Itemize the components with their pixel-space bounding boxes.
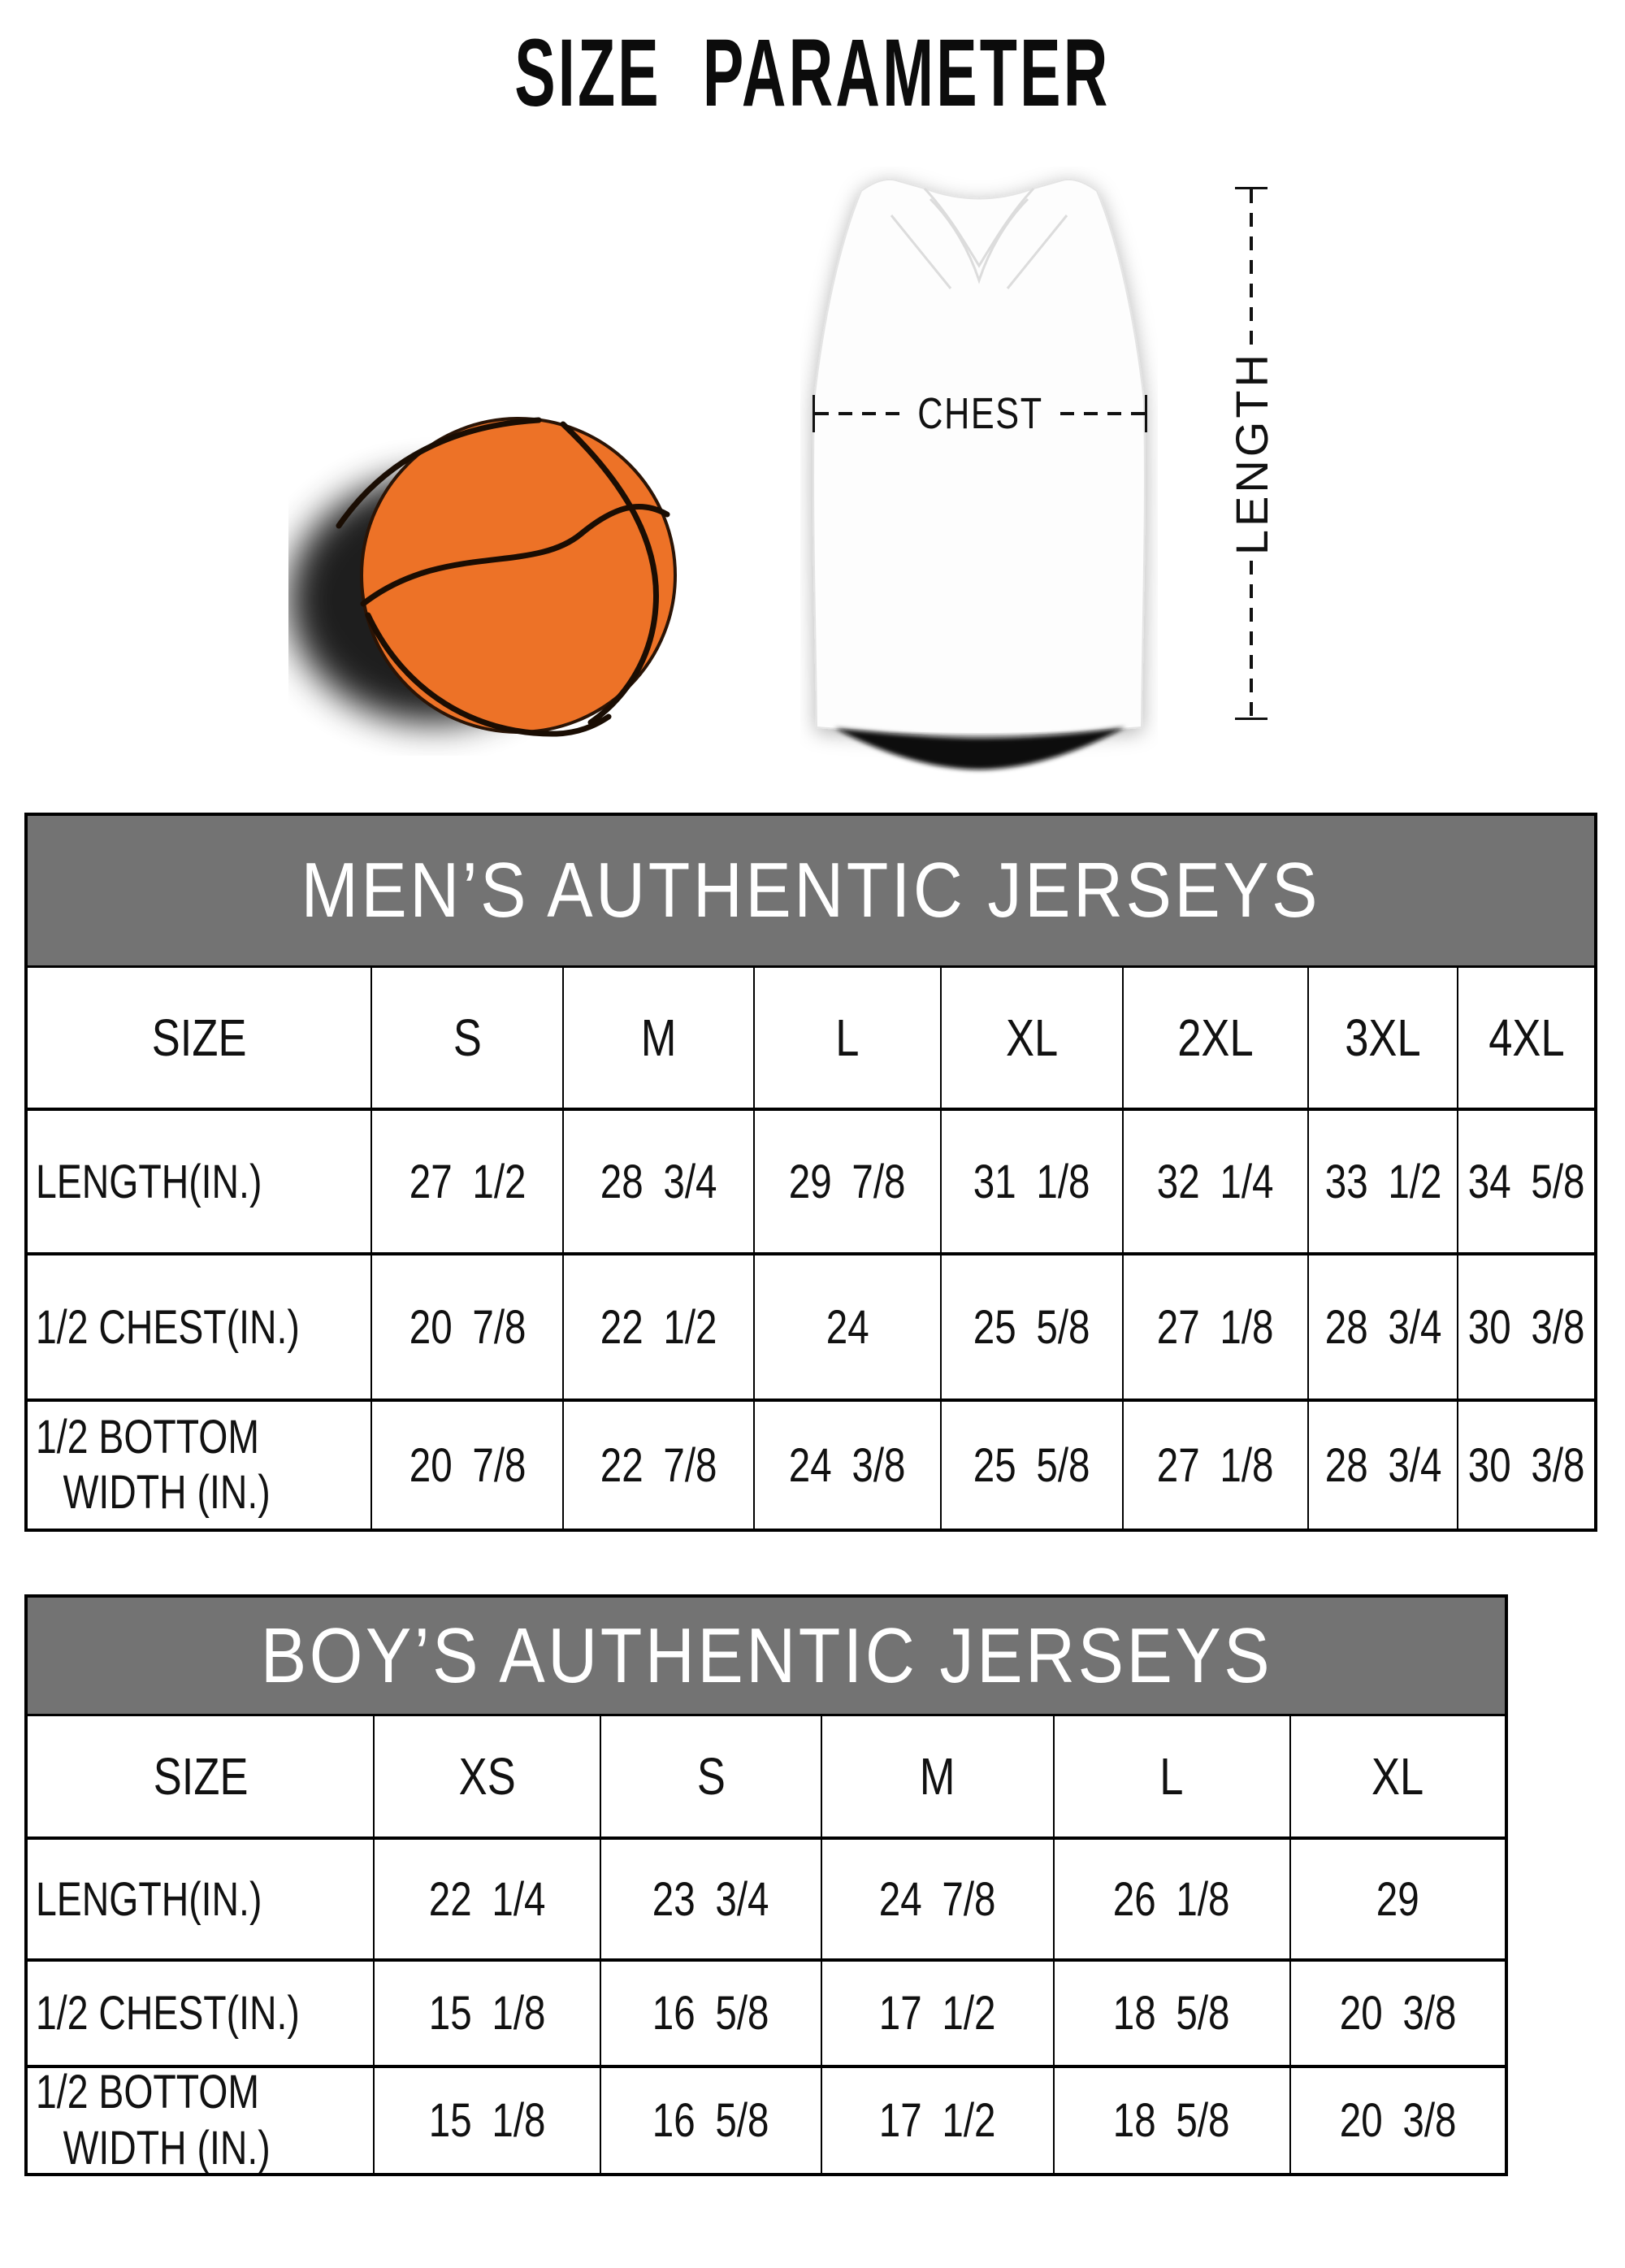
cell-value: 25 5/8	[973, 1300, 1090, 1354]
boys-chest-label-cell	[28, 1962, 373, 2065]
table-cell	[1457, 1111, 1594, 1252]
size-value: M	[920, 1747, 956, 1806]
table-cell	[1457, 1402, 1594, 1529]
size-value: 3XL	[1345, 1008, 1421, 1067]
row-label: 1/2 CHEST(IN.)	[36, 1987, 300, 2040]
length-label: LENGTH	[1225, 351, 1277, 556]
size-value: XL	[1005, 1008, 1058, 1067]
chest-dash-left	[815, 412, 900, 415]
cell-value: 30 3/8	[1467, 1438, 1585, 1492]
boys-size-table	[24, 1594, 1508, 2176]
table-cell	[562, 1255, 752, 1399]
cell-value: 20 7/8	[409, 1300, 526, 1354]
size-value: S	[453, 1008, 482, 1067]
cell-value: 20 7/8	[409, 1438, 526, 1492]
basketball-illustration	[288, 402, 699, 756]
boys-size-xs	[373, 1716, 599, 1837]
men-length-row	[28, 1108, 1594, 1252]
table-cell	[1307, 1402, 1457, 1529]
size-value: XS	[458, 1747, 516, 1806]
cell-value: 16 5/8	[652, 2094, 769, 2147]
table-cell	[821, 1840, 1052, 1958]
cell-value: 27 1/8	[1157, 1438, 1274, 1492]
boys-size-s	[600, 1716, 821, 1837]
cell-value: 24	[826, 1300, 869, 1354]
cell-value: 25 5/8	[973, 1438, 1090, 1492]
cell-value: 24 3/8	[788, 1438, 906, 1492]
table-cell	[1289, 1962, 1505, 2065]
cell-value: 26 1/8	[1113, 1872, 1230, 1926]
size-value: 4XL	[1488, 1008, 1565, 1067]
cell-value: 27 1/2	[409, 1155, 526, 1208]
boys-size-label: SIZE	[153, 1747, 249, 1806]
table-cell	[373, 1962, 599, 2065]
row-label	[36, 2068, 271, 2173]
row-label	[36, 1410, 271, 1521]
chest-dash-right	[1060, 412, 1146, 415]
boys-chest-row	[28, 1958, 1505, 2065]
table-cell	[373, 1840, 599, 1958]
table-cell	[1122, 1111, 1307, 1252]
men-chest-label-cell	[28, 1255, 370, 1399]
men-size-3xl	[1307, 968, 1457, 1108]
size-value: L	[835, 1008, 860, 1067]
cell-value: 17 1/2	[879, 1987, 996, 2040]
table-cell	[940, 1255, 1122, 1399]
table-cell	[940, 1111, 1122, 1252]
cell-value: 23 3/4	[652, 1872, 769, 1926]
table-cell	[940, 1402, 1122, 1529]
table-cell	[373, 2068, 599, 2173]
men-size-m	[562, 968, 752, 1108]
men-table-title: MEN’S AUTHENTIC JERSEYS	[301, 847, 1321, 934]
table-cell	[753, 1111, 940, 1252]
row-label-line1: 1/2 BOTTOM	[36, 1410, 260, 1464]
row-label-line2: WIDTH (IN.)	[63, 2121, 271, 2173]
size-value: S	[696, 1747, 726, 1806]
cell-value: 15 1/8	[428, 2094, 546, 2147]
table-cell	[562, 1402, 752, 1529]
cell-value: 15 1/8	[428, 1987, 546, 2040]
table-cell	[821, 1962, 1052, 2065]
cell-value: 20 3/8	[1339, 2094, 1457, 2147]
cell-value: 22 1/2	[600, 1300, 717, 1354]
length-measure-line	[1225, 187, 1277, 720]
cell-value: 29	[1376, 1872, 1419, 1926]
table-cell	[1122, 1255, 1307, 1399]
table-cell	[600, 1962, 821, 2065]
row-label: LENGTH(IN.)	[36, 1872, 262, 1926]
cell-value: 17 1/2	[879, 2094, 996, 2147]
men-size-label: SIZE	[151, 1008, 247, 1067]
table-cell	[753, 1402, 940, 1529]
table-cell	[1307, 1111, 1457, 1252]
table-cell	[370, 1255, 562, 1399]
boys-bottom-width-label-cell	[28, 2068, 373, 2173]
men-size-4xl	[1457, 968, 1594, 1108]
men-size-header-cell	[28, 968, 370, 1108]
table-cell	[753, 1255, 940, 1399]
men-size-xl	[940, 968, 1122, 1108]
boys-bottom-width-row	[28, 2065, 1505, 2173]
boys-table-title: BOY’S AUTHENTIC JERSEYS	[260, 1611, 1272, 1699]
boys-size-header-cell	[28, 1716, 373, 1837]
row-label-line2: WIDTH (IN.)	[63, 1466, 271, 1519]
jersey-illustration	[800, 167, 1158, 784]
page-title-text: SIZE PARAMETER	[514, 20, 1111, 127]
men-chest-row	[28, 1252, 1594, 1399]
cell-value: 29 7/8	[788, 1155, 906, 1208]
size-value: L	[1159, 1747, 1184, 1806]
chest-label: CHEST	[916, 389, 1043, 438]
boys-size-l	[1053, 1716, 1289, 1837]
cell-value: 31 1/8	[973, 1155, 1090, 1208]
page-title	[0, 18, 1625, 128]
row-label-line1: 1/2 BOTTOM	[36, 2068, 260, 2119]
table-cell	[1053, 1840, 1289, 1958]
cell-value: 34 5/8	[1467, 1155, 1585, 1208]
cell-value: 18 5/8	[1113, 2094, 1230, 2147]
row-label: 1/2 CHEST(IN.)	[36, 1300, 300, 1354]
table-cell	[1307, 1255, 1457, 1399]
cell-value: 28 3/4	[1324, 1438, 1442, 1492]
men-size-row	[28, 968, 1594, 1108]
table-cell	[1289, 1840, 1505, 1958]
boys-size-m	[821, 1716, 1052, 1837]
boys-length-row	[28, 1837, 1505, 1958]
boys-length-label-cell	[28, 1840, 373, 1958]
boys-size-row	[28, 1716, 1505, 1837]
table-cell	[600, 2068, 821, 2173]
table-cell	[821, 2068, 1052, 2173]
table-cell	[1122, 1402, 1307, 1529]
table-cell	[1053, 1962, 1289, 2065]
men-table-header-band	[28, 816, 1594, 968]
size-value: M	[640, 1008, 677, 1067]
table-cell	[370, 1402, 562, 1529]
chest-measure-line	[812, 389, 1147, 438]
cell-value: 30 3/8	[1467, 1300, 1585, 1354]
jersey-body	[813, 180, 1145, 734]
table-cell	[1289, 2068, 1505, 2173]
men-size-l	[753, 968, 940, 1108]
cell-value: 16 5/8	[652, 1987, 769, 2040]
chest-right-tick	[1145, 395, 1147, 432]
cell-value: 24 7/8	[879, 1872, 996, 1926]
table-cell	[370, 1111, 562, 1252]
table-cell	[1457, 1255, 1594, 1399]
boys-size-xl	[1289, 1716, 1505, 1837]
table-cell	[562, 1111, 752, 1252]
men-size-s	[370, 968, 562, 1108]
table-cell	[1053, 2068, 1289, 2173]
table-cell	[600, 1840, 821, 1958]
cell-value: 20 3/8	[1339, 1987, 1457, 2040]
cell-value: 22 7/8	[600, 1438, 717, 1492]
cell-value: 22 1/4	[428, 1872, 546, 1926]
cell-value: 32 1/4	[1157, 1155, 1274, 1208]
cell-value: 28 3/4	[1324, 1300, 1442, 1354]
cell-value: 33 1/2	[1324, 1155, 1442, 1208]
men-size-2xl	[1122, 968, 1307, 1108]
men-size-table	[24, 813, 1597, 1532]
men-bottom-width-row	[28, 1399, 1594, 1529]
length-bottom-tick	[1235, 718, 1268, 720]
cell-value: 27 1/8	[1157, 1300, 1274, 1354]
cell-value: 28 3/4	[600, 1155, 717, 1208]
length-dash-top	[1250, 189, 1253, 346]
cell-value: 18 5/8	[1113, 1987, 1230, 2040]
men-bottom-width-label-cell	[28, 1402, 370, 1529]
length-dash-bottom	[1250, 561, 1253, 718]
men-length-label-cell	[28, 1111, 370, 1252]
size-value: 2XL	[1177, 1008, 1254, 1067]
size-value: XL	[1372, 1747, 1424, 1806]
row-label: LENGTH(IN.)	[36, 1155, 262, 1208]
boys-table-header-band	[28, 1598, 1505, 1716]
